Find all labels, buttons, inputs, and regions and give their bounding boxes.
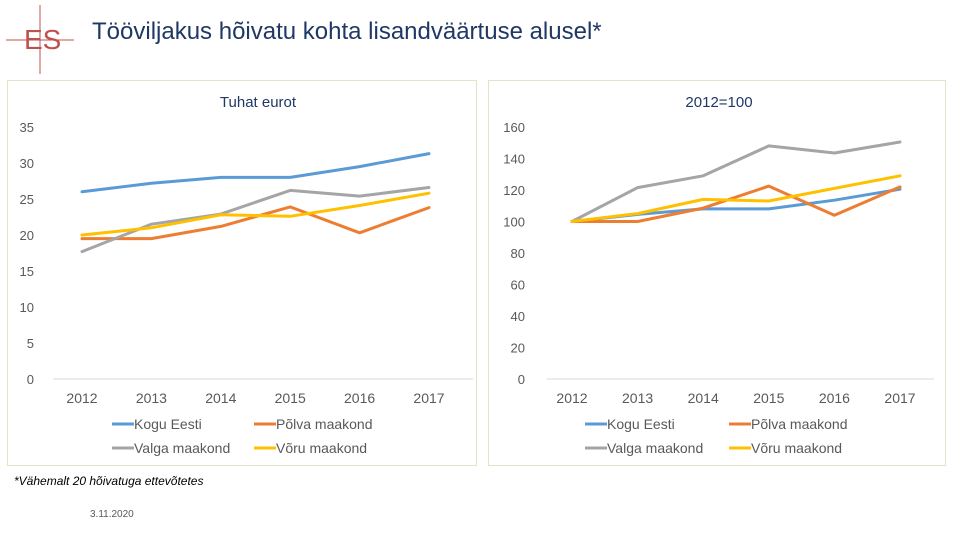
legend-label: Võru maakond: [276, 440, 368, 456]
x-tick-label: 2013: [135, 390, 167, 406]
chart-index: [489, 81, 947, 467]
page-title: Tööviljakus hõivatu kohta lisandväärtuse alusel*: [92, 18, 602, 45]
legend-label: Kogu Eesti: [607, 416, 675, 432]
y-tick-label: 120: [503, 183, 525, 198]
x-tick-label: 2013: [622, 390, 654, 406]
series-line-valga-maakond: [82, 188, 429, 252]
chart-title: Tuhat eurot: [219, 94, 297, 111]
chart-panel-index: [488, 80, 946, 466]
date-label: 3.11.2020: [90, 509, 134, 520]
legend-label: Põlva maakond: [276, 416, 373, 432]
y-tick-label: 80: [510, 246, 525, 261]
chart-panel-absolute: [7, 80, 477, 466]
y-tick-label: 10: [19, 300, 34, 315]
footnote: *Vähemalt 20 hõivatuga ettevõtetes: [14, 474, 204, 488]
y-tick-label: 0: [517, 372, 525, 387]
y-tick-label: 5: [26, 336, 34, 351]
series-line-kogu-eesti: [82, 154, 429, 192]
legend-label: Võru maakond: [751, 440, 843, 456]
x-tick-label: 2012: [556, 390, 588, 406]
series-line-võru-maakond: [82, 193, 429, 235]
legend-label: Kogu Eesti: [134, 416, 202, 432]
y-tick-label: 140: [503, 151, 525, 167]
chart-absolute: [8, 81, 478, 467]
legend-label: Põlva maakond: [751, 416, 848, 432]
legend-label: Valga maakond: [607, 440, 704, 456]
y-tick-label: 35: [19, 120, 34, 135]
x-tick-label: 2015: [274, 390, 306, 406]
y-tick-label: 30: [19, 156, 34, 171]
x-tick-label: 2014: [687, 390, 719, 406]
x-tick-label: 2017: [884, 390, 916, 406]
y-tick-label: 20: [19, 228, 34, 243]
x-tick-label: 2016: [344, 390, 376, 406]
y-tick-label: 25: [19, 192, 34, 207]
y-tick-label: 0: [26, 372, 34, 387]
y-tick-label: 20: [510, 340, 525, 356]
y-tick-label: 15: [19, 264, 34, 279]
x-tick-label: 2017: [413, 390, 445, 406]
x-tick-label: 2014: [205, 390, 237, 406]
x-tick-label: 2016: [818, 390, 850, 406]
es-logo: [0, 0, 80, 80]
x-tick-label: 2012: [66, 390, 98, 406]
y-tick-label: 160: [503, 120, 525, 135]
y-tick-label: 40: [510, 309, 525, 324]
series-line-põlva-maakond: [82, 207, 429, 239]
y-tick-label: 100: [503, 214, 525, 230]
legend-label: Valga maakond: [134, 440, 231, 456]
x-tick-label: 2015: [753, 390, 785, 406]
logo-text: ES: [24, 24, 62, 55]
y-tick-label: 60: [510, 277, 525, 293]
chart-title: 2012=100: [685, 94, 753, 111]
